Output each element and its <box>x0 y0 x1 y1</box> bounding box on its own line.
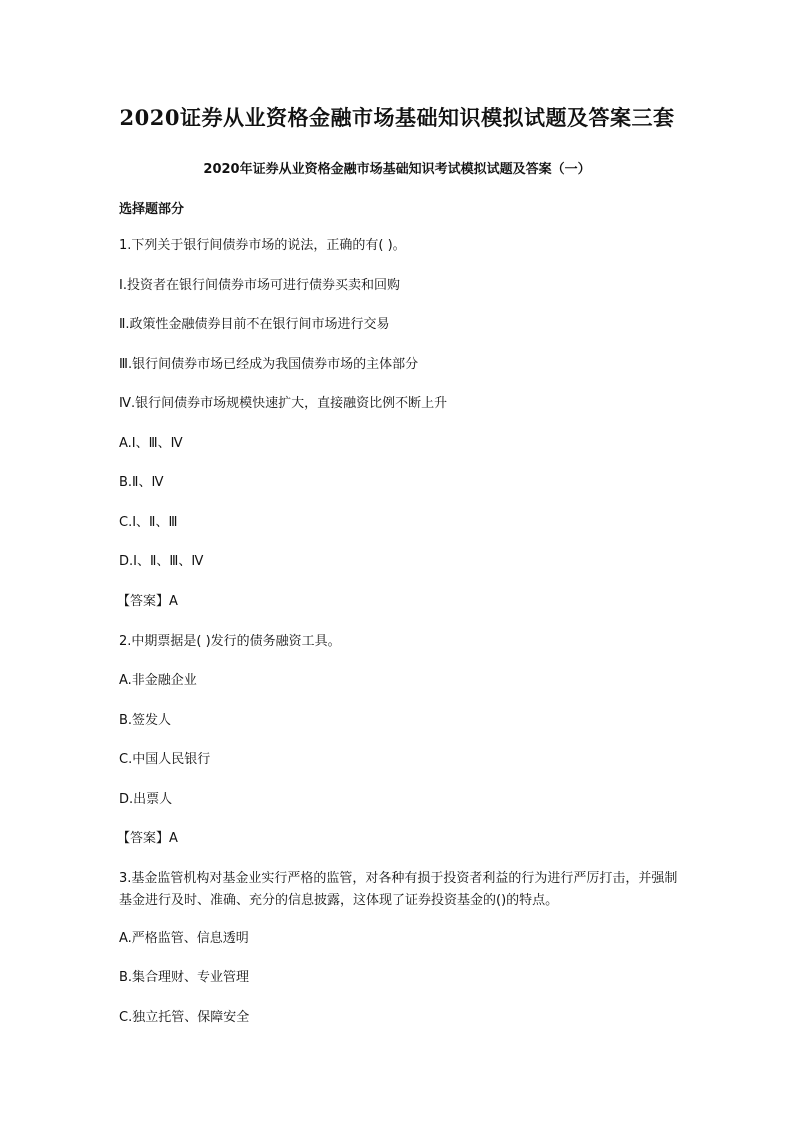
question-2-option-a: A.非金融企业 <box>119 673 197 688</box>
question-2-answer: 【答案】A <box>117 831 178 846</box>
document-title: 2020证券从业资格金融市场基础知识模拟试题及答案三套 <box>119 105 675 130</box>
question-1-statement-1: Ⅰ.投资者在银行间债券市场可进行债券买卖和回购 <box>119 278 400 293</box>
question-2-option-c: C.中国人民银行 <box>119 752 211 767</box>
question-3-option-a: A.严格监管、信息透明 <box>119 931 249 946</box>
question-3-option-b: B.集合理财、专业管理 <box>119 970 250 985</box>
question-1-option-c: C.Ⅰ、Ⅱ、Ⅲ <box>119 515 178 530</box>
section-heading: 选择题部分 <box>119 202 185 217</box>
question-1-answer: 【答案】A <box>117 594 178 609</box>
question-1-statement-3: Ⅲ.银行间债券市场已经成为我国债券市场的主体部分 <box>119 357 419 372</box>
question-1-option-d: D.Ⅰ、Ⅱ、Ⅲ、Ⅳ <box>119 554 204 569</box>
question-2-option-d: D.出票人 <box>119 792 173 807</box>
question-1-option-a: A.Ⅰ、Ⅲ、Ⅳ <box>119 436 183 451</box>
question-1-option-b: B.Ⅱ、Ⅳ <box>119 475 164 490</box>
question-1-stem: 1.下列关于银行间债券市场的说法，正确的有( )。 <box>119 238 406 253</box>
document-subtitle: 2020年证券从业资格金融市场基础知识考试模拟试题及答案（一） <box>203 162 591 177</box>
question-1-statement-4: Ⅳ.银行间债券市场规模快速扩大，直接融资比例不断上升 <box>119 396 448 411</box>
question-2-stem: 2.中期票据是( )发行的债务融资工具。 <box>119 634 341 649</box>
question-2-option-b: B.签发人 <box>119 713 172 728</box>
question-1-statement-2: Ⅱ.政策性金融债券目前不在银行间市场进行交易 <box>119 317 390 332</box>
question-3-option-c: C.独立托管、保障安全 <box>119 1010 250 1025</box>
question-3-stem: 3.基金监管机构对基金业实行严格的监管，对各种有损于投资者利益的行为进行严厉打击，并强制基金进行及时、准确、充分的信息披露，这体现了证券投资基金的()的特点。 <box>119 871 678 908</box>
